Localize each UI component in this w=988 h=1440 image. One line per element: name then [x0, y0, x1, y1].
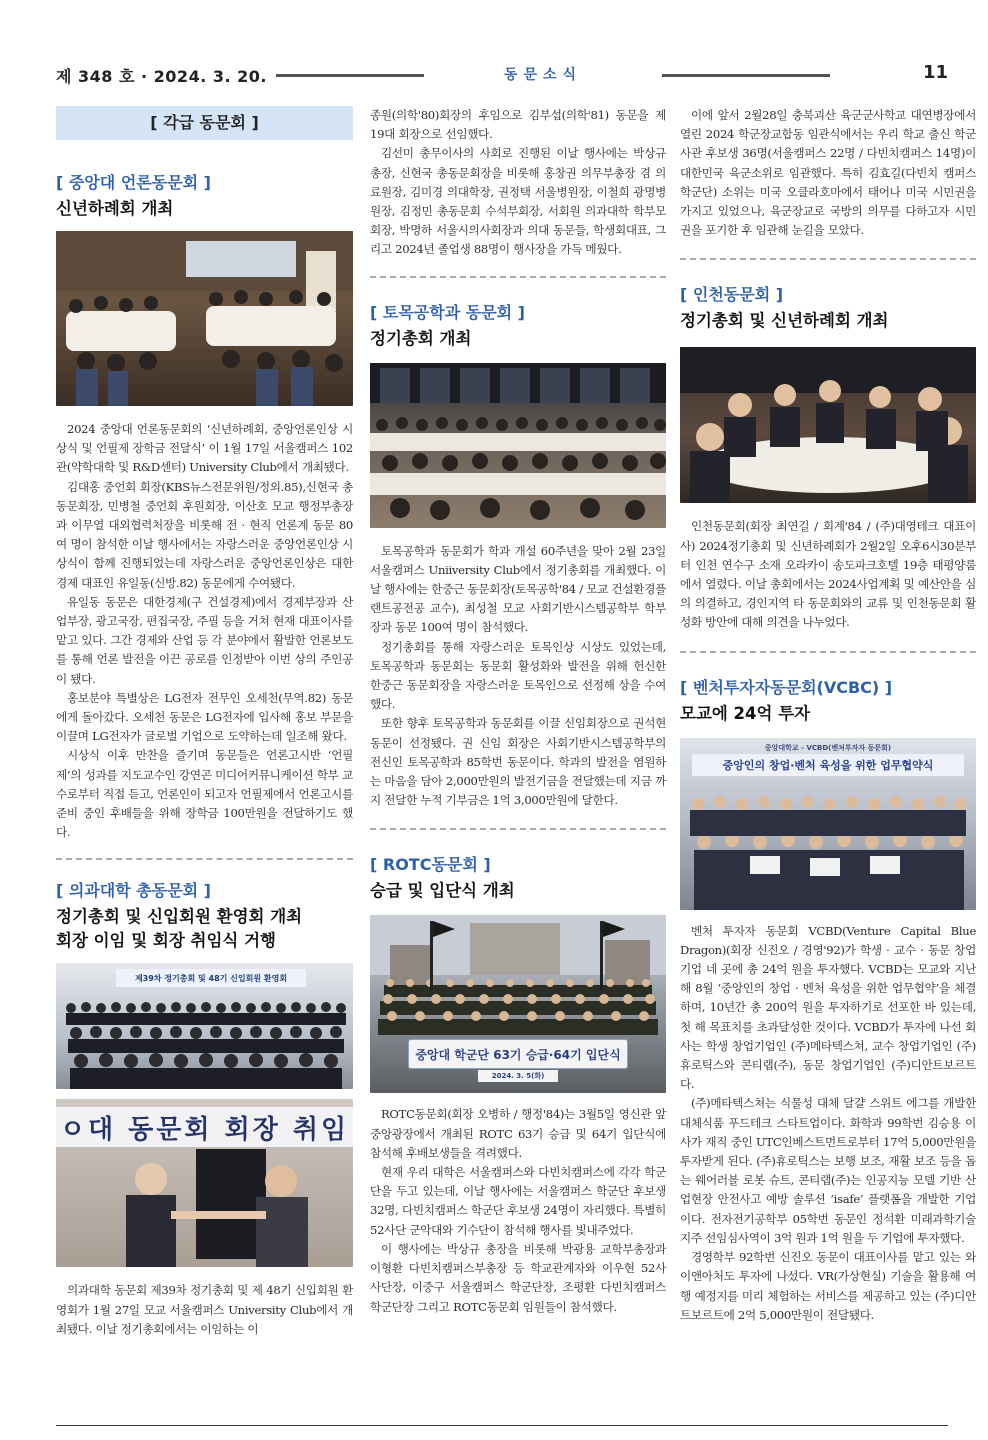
article-subheadline: 회장 이임 및 회장 취임식 거행	[56, 931, 276, 951]
ceremony-banner: 중앙대 학군단 63기 승급·64기 입단식	[408, 1039, 628, 1069]
vcbd-agreement-photo	[680, 738, 976, 910]
dinner-table-image	[680, 347, 976, 503]
event-banner: 제39차 정기총회 및 48기 신입회원 환영회	[116, 969, 306, 987]
article-body	[56, 420, 353, 842]
column-2	[370, 106, 666, 1317]
civil-engineering-photo	[370, 363, 666, 528]
header-rule-left	[276, 74, 424, 77]
medical-alumni-group-photo	[56, 963, 353, 1089]
article-tag: [ 인천동문회 ]	[680, 285, 784, 305]
paragraph: 김선미 총무이사의 사회로 진행된 이날 행사에는 박상규 총장, 신현국 총동문회장을 비롯해 홍창권 의무부총장 겸 의료원장, 김미경 의대학장, 권정택 서울병원장, 이철희 광명병원장, 김정민 총동문회 수석부회장, 서회원 의과대학 학부모회장, 박명하 서울시의사회장과 의대 동문들, 학생회대표, 그리고 2024년 졸업생 88명이 행사장을 가득 메웠다.	[370, 146, 666, 257]
article-body-continued	[370, 106, 666, 260]
paragraph: (주)메타텍스쳐는 식물성 대체 달걀 스위트 에그를 개발한 대체식품 푸드테크 스타트업이다. 화학과 99학번 김승용 이사가 재직 중인 UTC인베스트먼트로부터 17억 5,000만원을 투자받게 된다. (주)휴로틱스는 보행 보조, 재활 보조 등을 돕는 웨어러블 로봇 슈트, 콘티랩(주)는 인공지능 모델 기반 산업현장 안전사고 예방 솔루션 ‘isafe’ 플랫폼을 개발한 기업이다. 전자전기공학부 05학번 동문인 정석환 미래과학기술지주 선임심사역이 3억 원과 1억 원을 두 기업에 투자했다.	[680, 1096, 976, 1245]
paragraph: 인천동문회(회장 최연길 / 회계'84 / (주)대영테크 대표이사) 2024정기총회 및 신년하례회가 2월2일 오후6시30분부터 인천 연수구 소재 오라카이 송도파크호텔 19층 태평양룸에서 열렸다. 이날 총회에서는 2024사업계획 및 예산안을 심의 의결하고, 경인지역 타 동문회와의 교류 및 인천동문회 활성화 방안에 대해 의견을 나누었다.	[680, 519, 976, 630]
article-headline: 정기총회 및 신입회원 환영회 개최	[56, 907, 303, 927]
article-separator	[680, 651, 976, 653]
agreement-subtitle: 중앙대학교 - VCBD(벤처투자자 동문회)	[764, 743, 892, 752]
inauguration-photo	[56, 1099, 353, 1267]
paragraph: 유일동 동문은 대한경제(구 건설경제)에서 경제부장과 산업부장, 광고국장, 편집국장, 주필 등을 거쳐 현재 대표이사를 맡고 있다. 그간 경제와 산업 등 각 분야에서 활발한 언론보도를 통해 언론 발전을 이끈 공로를 인정받아 이번 상의 주인공이 됐다.	[56, 594, 353, 686]
article-tag: [ ROTC동문회 ]	[370, 855, 491, 875]
group-crowd-image	[56, 963, 353, 1089]
paragraph: 홍보분야 특별상은 LG전자 전무인 오세천(무역.82) 동문에게 돌아갔다. 오세천 동문은 LG전자에 입사해 홍보 부문을 이끌며 LG전자가 글로벌 기업으로 도약하는데 일조해 왔다.	[56, 690, 353, 744]
article-separator	[370, 828, 666, 830]
inauguration-banner: ㅇ대 동문회 회장 취임	[56, 1107, 353, 1147]
article-tag: [ 의과대학 총동문회 ]	[56, 881, 211, 901]
article-tag: [ 중앙대 언론동문회 ]	[56, 173, 211, 192]
paragraph: 정기총회를 통해 자랑스러운 토목인상 시상도 있었는데, 토목공학과 동문회는 동문회 활성화와 발전을 위해 헌신한 한중근 동문회장을 자랑스러운 토목인으로 선정해 상을 수여했다.	[370, 639, 666, 712]
paragraph: 시상식 이후 만찬을 즐기며 동문들은 언론고시반 ‘언필제’의 성과를 지도교수인 강연곤 미디어커뮤니케이션 학부 교수로부터 직접 듣고, 언론인이 되고자 언필제에서 언론고시를 준비 중인 후배들을 위해 장학금 100만원을 전달하기도 했다.	[56, 748, 353, 840]
banquet-scene-image	[56, 231, 353, 406]
section-banner: [ 각급 동문회 ]	[56, 106, 353, 140]
flag-handover-image	[56, 1099, 353, 1267]
article-headline: 정기총회 개최	[370, 328, 472, 348]
agreement-banner: 중앙인의 창업·벤처 육성을 위한 업무협약식	[692, 754, 964, 776]
article-body	[680, 922, 976, 1325]
footer-rule	[56, 1425, 948, 1426]
column-3	[680, 106, 976, 1325]
press-alumni-photo	[56, 231, 353, 406]
article-separator	[370, 276, 666, 278]
paragraph: ROTC동문회(회장 오병하 / 행정'84)는 3월5일 영신관 앞 중앙광장에서 개최된 ROTC 63기 승급 및 64기 입단식에 참석해 후배보생들을 격려했다.	[370, 1107, 666, 1160]
header-rule-right	[662, 74, 830, 77]
article-separator	[56, 858, 353, 860]
article-body	[370, 542, 666, 811]
paragraph: 또한 향후 토목공학과 동문회를 이끌 신임회장으로 권석현 동문이 선정됐다. 권 신임 회장은 사회기반시스템공학부의 전신인 토목공학과 85학번 동문이다. 학과의 발전을 염원하는 마음을 담아 2,000만원의 발전기금을 전달했는데 지금 까지 전달한 누적 기부금은 1억 3,000만원에 달한다.	[370, 716, 666, 808]
article-tag: [ 토목공학과 동문회 ]	[370, 302, 525, 322]
paragraph: 토목공학과 동문회가 학과 개설 60주년을 맞아 2월 23일 서울캠퍼스 Uniiversity Club에서 정기총회를 개최했다. 이날 행사에는 한중근 동문회장(토목공학'84 / 모교 건설환경플랜트공전공 교수), 최성철 모교 사회기반시스템공학부 학부장과 동문 100여 명이 참석했다.	[370, 543, 666, 635]
paragraph: 벤처 투자자 동문회 VCBD(Venture Capital Blue Dragon)(회장 신진오 / 경영'92)가 학생 · 교수 · 동문 창업기업 네 곳에 총 24억 원을 투자했다. VCBD는 모교와 지난해 8월 ‘중앙인의 창업 · 벤처 육성을 위한 업무협약’을 체결하며, 10년간 총 200억 원을 투자하기로 선포한 바 있는데, 첫 해 목표치를 초과달성한 것이다. VCBD가 투자에 나선 회사는 학생 창업기업인 (주)메타텍스쳐, 교수 창업기업인 (주)휴로틱스와 콘티랩(주), 동문 창업기업인 (주)디안트보르트다.	[680, 923, 976, 1092]
paragraph: 이 행사에는 박상규 총장을 비롯해 박광용 교학부총장과 이형환 다빈치캠퍼스부총장 등 학교관계자와 이우현 52사 사단장, 이중구 서울캠퍼스 학군단장, 조평환 다빈치캠퍼스 학군단장 그리고 ROTC동문회 임원들이 참석했다.	[370, 1241, 666, 1314]
article-body-continued	[680, 106, 976, 240]
issue-date: 제 348 호 · 2024. 3. 20.	[56, 67, 267, 86]
article-headline: 승급 및 입단식 개최	[370, 881, 515, 901]
incheon-alumni-photo	[680, 347, 976, 503]
paragraph: 의과대학 동문회 제39차 정기총회 및 제 48기 신입회원 환영회가 1월 27일 모교 서울캠퍼스 University Club에서 개최됐다. 이날 정기총회에서는 이임하는 이	[56, 1283, 353, 1336]
article-headline: 모교에 24억 투자	[680, 703, 811, 723]
article-headline: 정기총회 및 신년하례회 개최	[680, 311, 889, 331]
group-photo-image	[680, 738, 976, 910]
paragraph: 이에 앞서 2월28일 충북괴산 육군군사학교 대연병장에서 열린 2024 학군장교합동 임관식에서는 우리 학교 출신 학군사관 후보생 36명(서울캠퍼스 22명 / 다빈치캠퍼스 14명)이 대한민국 육군소위로 임관했다. 특히 김효길(다빈치 캠퍼스학군단) 소위는 미국 오클라호마에서 태어나 미국 시민권을 가지고 있었으나, 육군장교로 국방의 의무를 다하고자 시민권을 포기한 후 임관해 눈길을 모았다.	[680, 108, 976, 238]
hall-meeting-image	[370, 363, 666, 528]
article-headline: 신년하례회 개최	[56, 199, 174, 218]
article-body	[56, 1281, 353, 1339]
article-separator	[680, 258, 976, 260]
column-1	[56, 106, 353, 1339]
ceremony-date: 2024. 3. 5(화)	[478, 1070, 558, 1082]
paragraph: 2024 중앙대 언론동문회의 ‘신년하례회, 중앙언론인상 시상식 및 언필제 장학금 전달식’ 이 1월 17일 서울캠퍼스 102관(약학대학 및 R&D센터) University Club에서 개최됐다.	[56, 422, 353, 475]
page-header	[56, 58, 948, 88]
section-title: 동문소식	[503, 67, 583, 83]
article-body	[370, 1105, 666, 1316]
page-number: 11	[922, 62, 948, 83]
article-body	[680, 517, 976, 632]
rotc-ceremony-photo	[370, 915, 666, 1093]
article-tag: [ 벤처투자자동문회(VCBC) ]	[680, 677, 893, 697]
paragraph: 현재 우리 대학은 서울캠퍼스와 다빈치캠퍼스에 각각 학군단을 두고 있는데, 이날 행사에는 서울캠퍼스 학군단 후보생 32명, 다빈치캠퍼스 학군단 후보생 24명이 자리했다. 특별히 52사단 군악대와 기수단이 참석해 행사를 빛내주었다.	[370, 1165, 666, 1237]
paragraph: 경영학부 92학번 신진오 동문이 대표이사를 맡고 있는 와이앤아처도 투자에 나섰다. VR(가상현실) 기술을 활용해 여행 예정지를 미리 체험하는 서비스를 제공하고 있는 (주)디안트보르트에 2억 5,000만원이 전달됐다.	[680, 1250, 976, 1322]
paragraph: 김대홍 중언회 회장(KBS뉴스전문위원/정외.85),신현국 총동문회장, 민병철 중언회 후원회장, 이산호 모교 행정부총장과 이무열 대외협력처장을 비롯해 전 · 현직 언론계 동문 80여 명이 참석한 이날 행사에서는 자랑스러운 중앙언론인상 시상식이 함께 진행되었는데 자랑스러운 중앙언론인상은 대한경제 대표인 유일동(신방.82) 동문에게 수여됐다.	[56, 479, 353, 590]
paragraph: 종원(의학'80)회장의 후임으로 김부섭(의학'81) 동문을 제19대 회장으로 선임했다.	[370, 108, 666, 142]
